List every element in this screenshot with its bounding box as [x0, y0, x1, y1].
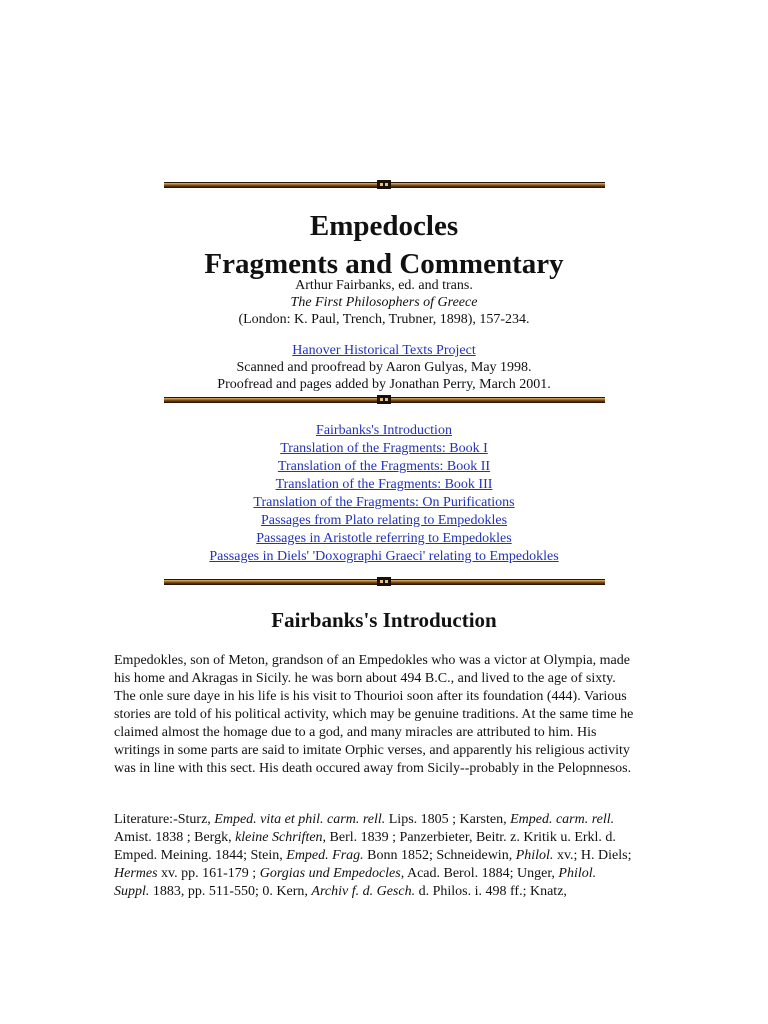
publication-info [0, 277, 768, 393]
toc-link-diels[interactable]: Passages in Diels' 'Doxographi Graeci' relating to Empedokles [209, 549, 559, 564]
intro-paragraph: Empedokles, son of Meton, grandson of an Empedokles who was a victor at Olympia, made his home and Akragas in Sicily. he was born about 494 B.C., and lived to the age of sixty. The onle sure daye in his life is his visit to Thourioi soon after its foundation (444). Various stories are told of his political activity, which may be genuine traditions. At the same time he claimed almost the homage due to a god, and many miracles are attributed to him. His writings in some parts are said to imitate Orphic verses, and apparently his religious activity was in line with this sect. His death occured away from Sicily--probably in the Pelopnnesos. [114, 653, 634, 776]
publisher-line: (London: K. Paul, Trench, Trubner, 1898), 157-234. [238, 312, 530, 327]
project-link[interactable]: Hanover Historical Texts Project [292, 343, 476, 358]
toc-link-book-1[interactable]: Translation of the Fragments: Book I [280, 441, 488, 456]
book-title: The First Philosophers of Greece [290, 295, 478, 310]
table-of-contents [0, 422, 768, 566]
toc-link-introduction[interactable]: Fairbanks's Introduction [316, 423, 452, 438]
proofread-line: Proofread and pages added by Jonathan Perry, March 2001. [217, 377, 551, 392]
page-subtitle: Fragments and Commentary [204, 248, 564, 280]
toc-link-book-3[interactable]: Translation of the Fragments: Book III [275, 477, 493, 492]
author-line: Arthur Fairbanks, ed. and trans. [295, 278, 473, 293]
intro-heading-block [0, 606, 768, 634]
page-title: Empedocles [309, 210, 459, 242]
toc-link-book-2[interactable]: Translation of the Fragments: Book II [277, 459, 491, 474]
toc-link-purifications[interactable]: Translation of the Fragments: On Purifications [253, 495, 515, 510]
divider-top [164, 181, 605, 188]
toc-link-plato[interactable]: Passages from Plato relating to Empedokles [260, 513, 508, 528]
divider-middle [164, 396, 605, 403]
toc-link-aristotle[interactable]: Passages in Aristotle referring to Empedokles [256, 531, 512, 546]
title-block [0, 207, 768, 283]
divider-bottom [164, 578, 605, 585]
literature-paragraph: Literature:-Sturz, Emped. vita et phil. carm. rell. Lips. 1805 ; Karsten, Emped. carm. rell. Amist. 1838 ; Bergk, kleine Schriften, Berl. 1839 ; Panzerbieter, Beitr. z. Kritik u. Erkl. d. Emped. Meining. 1844; Stein, Emped. Frag. Bonn 1852; Schneidewin, Philol. xv.; H. Diels; Hermes xv. pp. 161-179 ; Gorgias und Empedocles, Acad. Berol. 1884; Unger, Philol. Suppl. 1883, pp. 511-550; 0. Kern, Archiv f. d. Gesch. d. Philos. i. 498 ff.; Knatz, [114, 812, 632, 899]
scanned-line: Scanned and proofread by Aaron Gulyas, May 1998. [236, 360, 532, 375]
section-heading: Fairbanks's Introduction [271, 608, 497, 632]
